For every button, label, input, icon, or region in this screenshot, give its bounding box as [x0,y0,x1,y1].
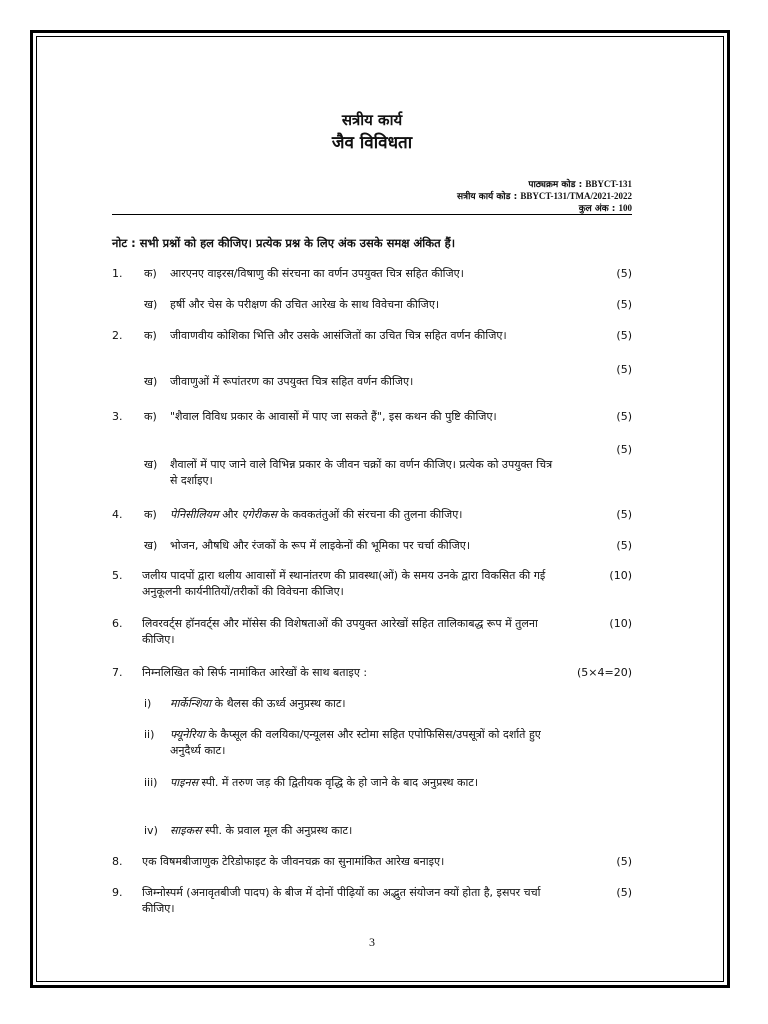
marks: (5) [616,298,632,311]
marks: (10) [609,617,632,630]
sub-label: iv) [144,824,158,837]
question-text: एक विषमबीजाणुक टेरिडोफाइट के जीवनचक्र का सुनामांकित आरेख बनाइए। [142,855,445,868]
genus-name: पाइनस [170,776,199,789]
marks: (5) [616,508,632,521]
question-number: 1. [112,267,123,280]
question-number: 3. [112,410,123,423]
instruction-note: नोट : सभी प्रश्नों को हल कीजिए। प्रत्येक प्रश्न के लिए अंक उसके समक्ष अंकित हैं। [112,236,456,250]
max-marks-line [272,201,632,214]
marks: (5) [616,539,632,552]
course-code-label: पाठ्यक्रम कोड : [528,180,586,190]
text-fragment: और [218,508,242,521]
genus-name: एगेरीकस [241,508,278,521]
question-number: 4. [112,508,123,521]
question-text: शैवालों में पाए जाने वाले विभिन्न प्रकार के जीवन चक्रों का वर्णन कीजिए। प्रत्येक को उपयुक्त चित्र से दर्शाइए। [170,458,553,487]
marks: (5) [616,886,632,899]
question-number: 5. [112,569,123,582]
question-text: जलीय पादपों द्वारा थलीय आवासों में स्थानांतरण की प्रावस्था(ओं) के समय उनके द्वारा विकसित की गई अनुकूलनी कार्यनीतियों/तरीकों की विवेचना कीजिए। [142,569,546,598]
document-title: सत्रीय कार्य [341,111,403,129]
genus-name: मार्केन्शिया [170,697,212,710]
marks: (5) [616,855,632,868]
sub-label: क) [144,267,157,280]
question-number: 9. [112,886,123,899]
question-text: लिवरवर्ट्स हॉनवर्ट्स और मॉसेस की विशेषताओं की उपयुक्त आरेखों सहित तालिकाबद्ध रूप में तुलना कीजिए। [142,617,538,646]
question-number: 8. [112,855,123,868]
question-text: हर्षी और चेस के परीक्षण की उचित आरेख के साथ विवेचना कीजिए। [170,298,440,311]
marks: (5) [616,363,632,376]
genus-name: फ्यूनेरिया [170,728,205,741]
max-marks-label: कुल अंक : [578,204,619,214]
page-number: 3 [369,935,375,949]
question-text: निम्नलिखित को सिर्फ नामांकित आरेखों के साथ बताइए : [142,666,368,679]
sub-label: ख) [144,298,158,311]
genus-name: साइकस [170,824,202,837]
question-number: 6. [112,617,123,630]
question-text [170,727,560,759]
question-number: 2. [112,329,123,342]
marks: (10) [609,569,632,582]
question-text [170,507,560,523]
text-fragment: के कैप्सूल की वलयिका/एन्यूलस और स्टोमा सहित एपोफिसिस/उपसूत्रों को दर्शाते हुए अनुदैर्ध्य काट। [170,728,541,757]
question-text [170,696,560,712]
course-code: BBYCT-131 [585,179,632,189]
marks: (5) [616,443,632,456]
question-number: 7. [112,666,123,679]
assignment-code-label: सत्रीय कार्य कोड : [457,192,521,202]
assignment-code: BBYCT-131/TMA/2021-2022 [520,191,632,201]
marks: (5) [616,329,632,342]
text-fragment: स्पी. के प्रवाल मूल की अनुप्रस्थ काट। [201,824,353,837]
header-divider [112,214,632,215]
sub-label: क) [144,329,157,342]
sub-label: ii) [144,728,155,741]
sub-label: i) [144,697,152,710]
document-page [112,0,632,1024]
genus-name: पेनिसीलियम [170,508,219,521]
document-subtitle: जैव विविधता [331,133,413,153]
sub-label: ख) [144,375,158,388]
text-fragment: के थैलस की ऊर्ध्व अनुप्रस्थ काट। [211,697,346,710]
text-fragment: स्पी. में तरुण जड़ की द्वितीयक वृद्धि के हो जाने के बाद अनुप्रस्थ काट। [198,776,479,789]
sub-label: iii) [144,776,158,789]
sub-label: क) [144,410,157,423]
question-text [170,775,560,791]
question-text: जिम्नोस्पर्म (अनावृतबीजी पादप) के बीज में दोनों पीढ़ियों का अद्भुत संयोजन क्यों होता है, इसपर चर्चा कीजिए। [142,886,541,915]
question-text [170,823,560,839]
question-text: आरएनए वाइरस/विषाणु की संरचना का वर्णन उपयुक्त चित्र सहित कीजिए। [170,267,464,280]
text-fragment: के कवकतंतुओं की संरचना की तुलना कीजिए। [277,508,463,521]
question-text: जीवाणवीय कोशिका भित्ति और उसके आसंजितों का उचित चित्र सहित वर्णन कीजिए। [170,329,507,342]
marks: (5) [616,267,632,280]
sub-label: ख) [144,539,158,552]
sub-label: ख) [144,458,158,471]
marks: (5) [616,410,632,423]
question-text: "शैवाल विविध प्रकार के आवासों में पाए जा सकते हैं", इस कथन की पुष्टि कीजिए। [170,410,497,423]
marks: (5×4=20) [576,666,632,679]
max-marks: 100 [618,203,632,213]
question-text: जीवाणुओं में रूपांतरण का उपयुक्त चित्र सहित वर्णन कीजिए। [170,375,414,388]
sub-label: क) [144,508,157,521]
question-text: भोजन, औषधि और रंजकों के रूप में लाइकेनों की भूमिका पर चर्चा कीजिए। [170,539,471,552]
